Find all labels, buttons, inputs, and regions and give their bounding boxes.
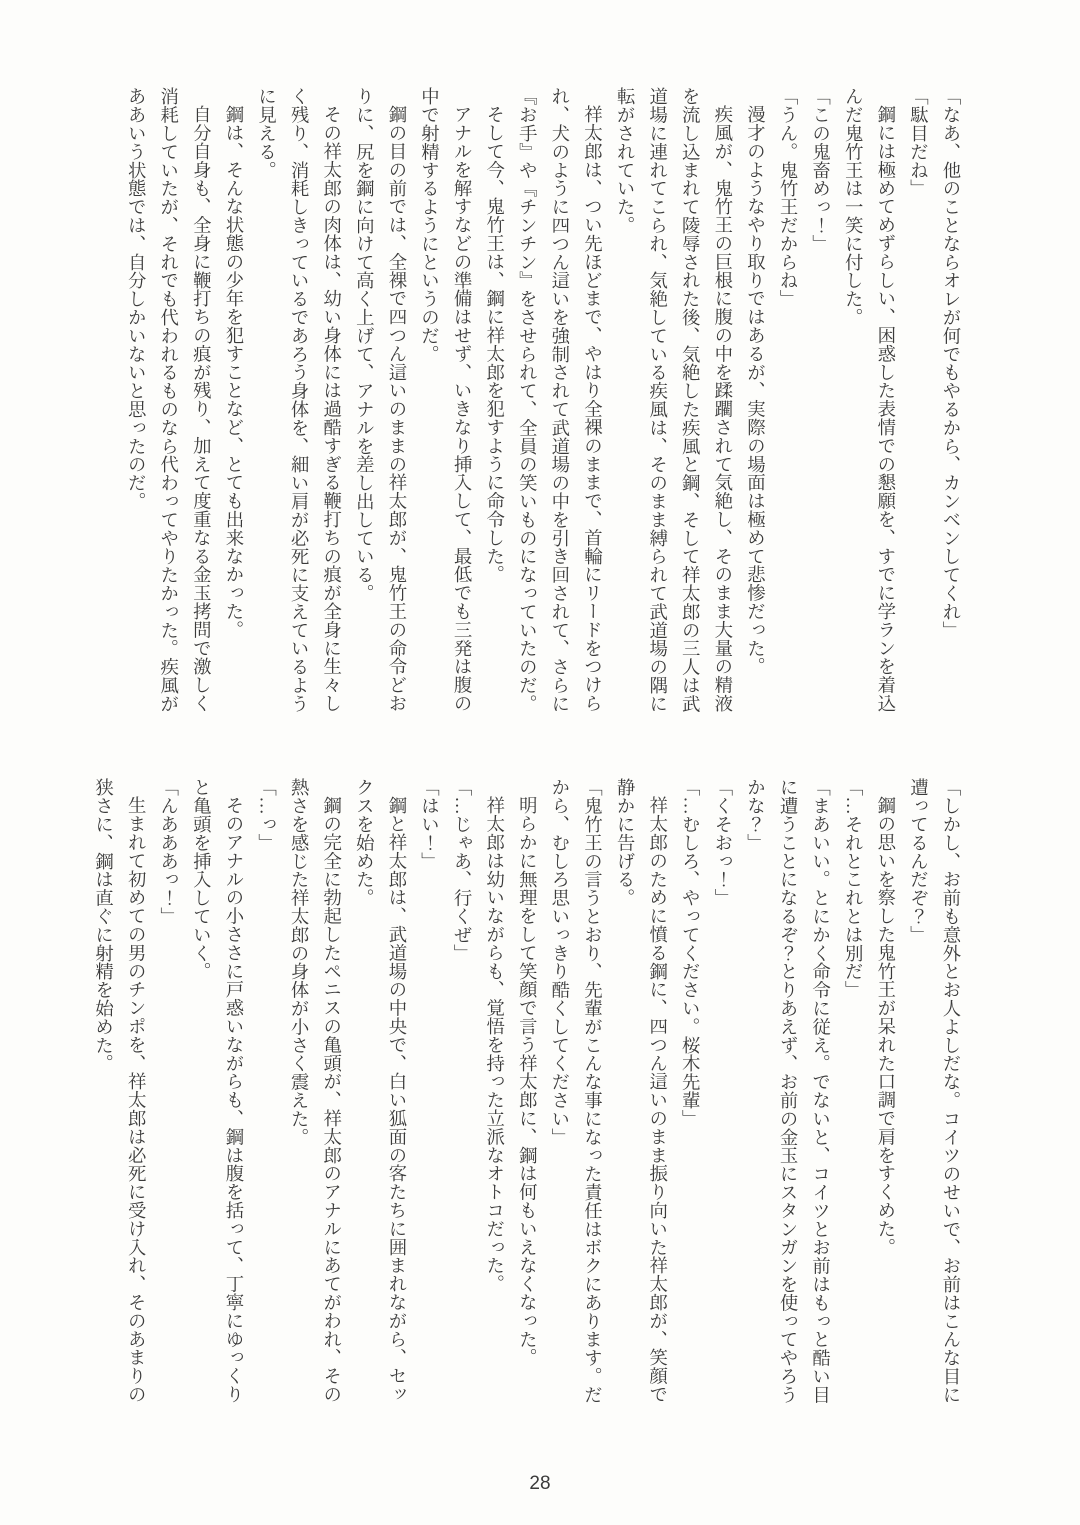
text-line: 「くそおっ！」	[712, 778, 733, 907]
text-line: く残り、消耗しきっているであろう身体を、細い肩が必死に支えているよう	[289, 87, 310, 713]
text-line: 漫才のようなやり取りではあるが、実際の場面は極めて悲惨だった。	[745, 105, 766, 676]
text-line: そのアナルの小ささに戸惑いながらも、鋼は腹を括って、丁寧にゆっくり	[223, 796, 244, 1404]
text-line: 「なあ、他のことならオレが何でもやるから、カンベンしてくれ」	[941, 87, 961, 639]
text-line: 転がされていた。	[615, 87, 636, 235]
text-line: 鋼には極めてめずらしい、困惑した表情での懇願を、すでに学ランを着込	[875, 105, 896, 713]
text-line: 「はい！」	[419, 778, 440, 870]
text-line: 『お手』や『チンチン』をさせられて、全員の笑いものになっていたのだ。	[517, 87, 538, 713]
text-line: 「鬼竹王の言うとおり、先輩がこんな事になった責任はボクにあります。だ	[582, 778, 603, 1404]
text-line: 静かに告げる。	[615, 778, 636, 907]
text-line: 鋼の目の前では、全裸で四つん這いのままの祥太郎が、鬼竹王の命令どお	[386, 105, 407, 713]
text-line: に遭うことになるぞ？とりあえず、お前の金玉にスタンガンを使ってやろう	[778, 778, 799, 1404]
text-line: 鋼は、そんな状態の少年を犯すことなど、とても出来なかった。	[223, 105, 244, 639]
text-line: 鋼と祥太郎は、武道場の中央で、白い狐面の客たちに囲まれながら、セッ	[386, 796, 407, 1404]
text-line: 生まれて初めての男のチンポを、祥太郎は必死に受け入れ、そのあまりの	[126, 796, 147, 1404]
text-line: 「…っ」	[256, 778, 277, 852]
text-line: りに、尻を鋼に向けて高く上げて、アナルを差し出している。	[354, 87, 375, 603]
text-line: 「うん。鬼竹王だからね」	[778, 87, 799, 308]
text-line: 明らかに無理をして笑顔で言う祥太郎に、鋼は何もいえなくなった。	[517, 796, 538, 1367]
text-line: 鋼の完全に勃起したペニスの亀頭が、祥太郎のアナルにあてがわれ、その	[321, 796, 342, 1404]
text-line: 中で射精するようにというのだ。	[419, 87, 440, 363]
text-line: かな？」	[745, 778, 766, 852]
text-line: 「この鬼畜めっ！」	[810, 87, 831, 253]
text-line: んだ鬼竹王は一笑に付した。	[843, 87, 864, 327]
text-line: 祥太郎は、つい先ほどまで、やはり全裸のままで、首輪にリードをつけら	[582, 105, 603, 713]
text-line: そして今、鬼竹王は、鋼に祥太郎を犯すように命令した。	[484, 105, 505, 584]
text-line: 疾風が、鬼竹王の巨根に腹の中を蹂躙されて気絶し、そのまま大量の精液	[712, 105, 733, 713]
top-text-block	[120, 87, 967, 723]
text-line: 道場に連れてこられ、気絶している疾風は、そのまま縛られて武道場の隅に	[647, 87, 668, 713]
text-line: と亀頭を挿入していく。	[191, 778, 212, 981]
text-line: 自分自身も、全身に鞭打ちの痕が残り、加えて度重なる金玉拷問で激しく	[191, 105, 212, 713]
text-line: ああいう状態では、自分しかいないと思ったのだ。	[126, 87, 147, 511]
text-line: 遭ってるんだぞ？」	[908, 778, 929, 944]
text-line: 消耗していたが、それでも代われるものなら代わってやりたかった。疾風が	[158, 87, 179, 713]
text-line: 「んあああっ！」	[158, 778, 179, 926]
bottom-text-block	[87, 778, 967, 1414]
text-line: その祥太郎の肉体は、幼い身体には過酷すぎる鞭打ちの痕が全身に生々し	[321, 105, 342, 713]
text-line: 祥太郎は幼いながらも、覚悟を持った立派なオトコだった。	[484, 796, 505, 1294]
text-line: 「…じゃあ、行くぜ」	[452, 778, 473, 962]
page-number: 28	[529, 1473, 551, 1494]
text-line: 鋼の思いを察した鬼竹王が呆れた口調で肩をすくめた。	[875, 796, 896, 1257]
text-line: に見える。	[256, 87, 277, 179]
text-line: アナルを解すなどの準備はせず、いきなり挿入して、最低でも三発は腹の	[452, 105, 473, 713]
text-line: 「…それとこれとは別だ」	[843, 778, 864, 999]
text-line: 「…むしろ、やってください。桜木先輩」	[680, 778, 701, 1128]
text-line: 熱さを感じた祥太郎の身体が小さく震えた。	[289, 778, 310, 1146]
text-line: 「しかし、お前も意外とお人よしだな。コイツのせいで、お前はこんな目に	[941, 778, 961, 1404]
text-line: 狭さに、鋼は直ぐに射精を始めた。	[93, 778, 114, 1073]
text-line: を流し込まれて陵辱された後、気絶した疾風と鋼、そして祥太郎の三人は武	[680, 87, 701, 713]
text-line: 「駄目だね」	[908, 87, 929, 198]
text-line: クスを始めた。	[354, 778, 375, 907]
text-line: れ、犬のように四つん這いを強制されて武道場の中を引き回されて、さらに	[549, 87, 570, 713]
text-line: から、むしろ思いっきり酷くしてください」	[549, 778, 570, 1146]
text-line: 祥太郎のために憤る鋼に、四つん這いのまま振り向いた祥太郎が、笑顔で	[647, 796, 668, 1404]
text-line: 「まあいい。とにかく命令に従え。でないと、コイツとお前はもっと酷い目	[810, 778, 831, 1404]
